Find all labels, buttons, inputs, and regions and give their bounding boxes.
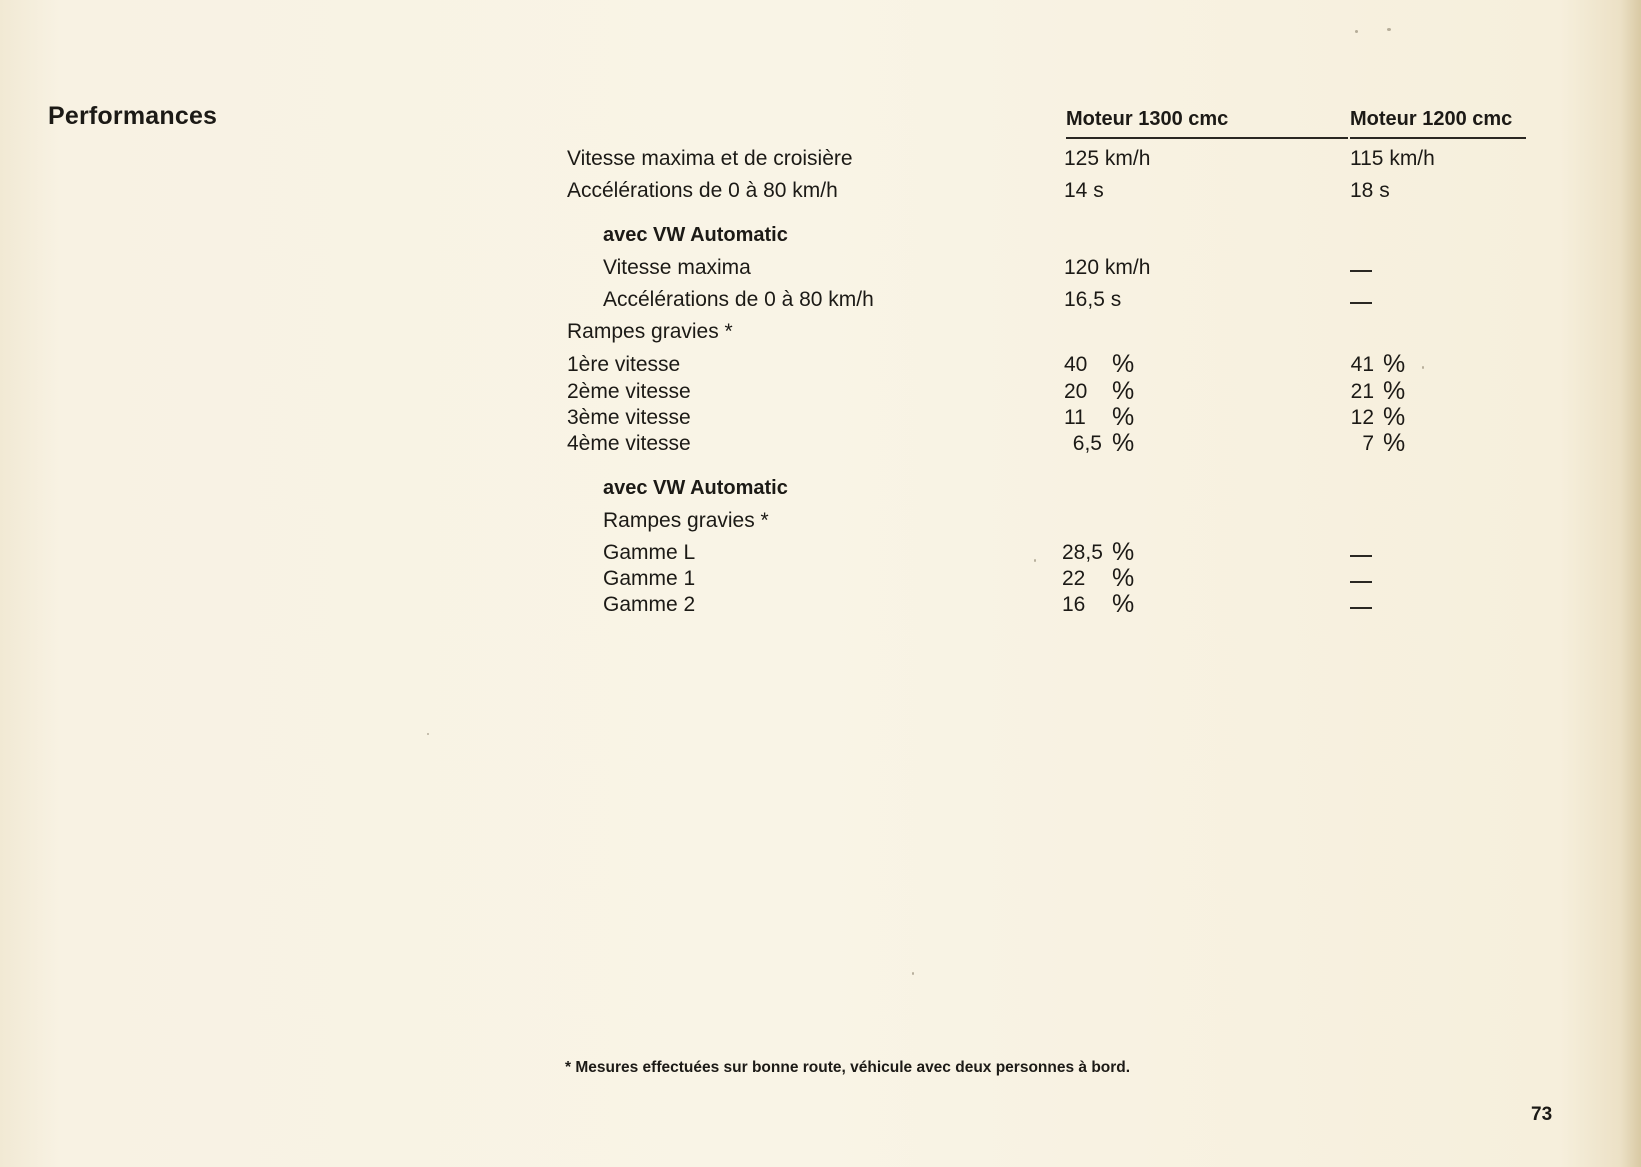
row-label: Gamme 1 <box>603 567 696 590</box>
percent-sign: % <box>1383 377 1406 405</box>
value-1200: 7 <box>1362 432 1374 455</box>
value-1300: 125 km/h <box>1064 147 1151 170</box>
paper-speck <box>427 733 429 735</box>
percent-sign: % <box>1383 403 1406 431</box>
value-1200-dash <box>1350 302 1372 304</box>
footnote: * Mesures effectuées sur bonne route, véhicule avec deux personnes à bord. <box>565 1059 1131 1076</box>
row-label: Accélérations de 0 à 80 km/h <box>603 288 874 311</box>
value-1200: 115 km/h <box>1350 147 1435 170</box>
section-heading-row <box>0 224 1641 252</box>
section-heading-row <box>0 509 1641 537</box>
value-1300: 40 <box>1064 353 1088 376</box>
value-1300: 120 km/h <box>1064 256 1151 279</box>
value-1300: 14 s <box>1064 179 1104 202</box>
percent-sign: % <box>1383 350 1406 378</box>
value-1200-dash <box>1350 581 1372 583</box>
value-1300: 11 <box>1064 406 1086 429</box>
section-heading-row <box>0 477 1641 505</box>
column-header-1300: Moteur 1300 cmc <box>1066 108 1348 139</box>
percent-sign: % <box>1112 403 1135 431</box>
row-label: Vitesse maxima et de croisière <box>567 147 853 170</box>
paper-speck <box>1355 30 1358 33</box>
percent-sign: % <box>1112 377 1135 405</box>
page-number: 73 <box>1531 1104 1553 1125</box>
percent-sign: % <box>1383 429 1406 457</box>
percent-sign: % <box>1112 538 1135 566</box>
row-label: Rampes gravies * <box>567 320 733 343</box>
table-row <box>0 429 1641 460</box>
value-1200-dash <box>1350 270 1372 272</box>
section-heading: avec VW Automatic <box>603 224 788 246</box>
section-heading: avec VW Automatic <box>603 477 788 499</box>
row-label: Gamme 2 <box>603 593 696 616</box>
value-1200: 41 <box>1350 353 1374 376</box>
value-1300: 16,5 s <box>1064 288 1122 311</box>
value-1300: 16 <box>1062 593 1086 616</box>
table-row <box>0 147 1641 175</box>
paper-speck <box>1387 28 1391 31</box>
row-label: 4ème vitesse <box>567 432 691 455</box>
value-1300: 20 <box>1064 380 1088 403</box>
row-label: Vitesse maxima <box>603 256 751 279</box>
value-1200: 18 s <box>1350 179 1390 202</box>
row-label: 1ère vitesse <box>567 353 681 376</box>
row-label: 3ème vitesse <box>567 406 691 429</box>
value-1200-dash <box>1350 555 1372 557</box>
value-1300: 6,5 <box>1072 432 1102 455</box>
value-1200: 12 <box>1350 406 1374 429</box>
row-label: 2ème vitesse <box>567 380 691 403</box>
paper-speck <box>1422 366 1424 369</box>
percent-sign: % <box>1112 590 1135 618</box>
percent-sign: % <box>1112 564 1135 592</box>
table-row <box>0 538 1641 569</box>
value-1300: 22 <box>1062 567 1086 590</box>
table-row <box>0 590 1641 621</box>
table-row <box>0 564 1641 595</box>
value-1200: 21 <box>1350 380 1374 403</box>
row-label: Gamme L <box>603 541 696 564</box>
section-heading-row <box>0 320 1641 348</box>
table-row <box>0 179 1641 207</box>
table-row <box>0 288 1641 316</box>
row-label: Accélérations de 0 à 80 km/h <box>567 179 838 202</box>
paper-speck <box>912 972 914 975</box>
column-header-1200: Moteur 1200 cmc <box>1350 108 1526 139</box>
percent-sign: % <box>1112 350 1135 378</box>
value-1200-dash <box>1350 607 1372 609</box>
page-title: Performances <box>48 102 218 130</box>
paper-speck <box>1034 559 1036 562</box>
row-label: Rampes gravies * <box>603 509 769 532</box>
table-row <box>0 256 1641 284</box>
percent-sign: % <box>1112 429 1135 457</box>
value-1300: 28,5 <box>1062 541 1103 564</box>
